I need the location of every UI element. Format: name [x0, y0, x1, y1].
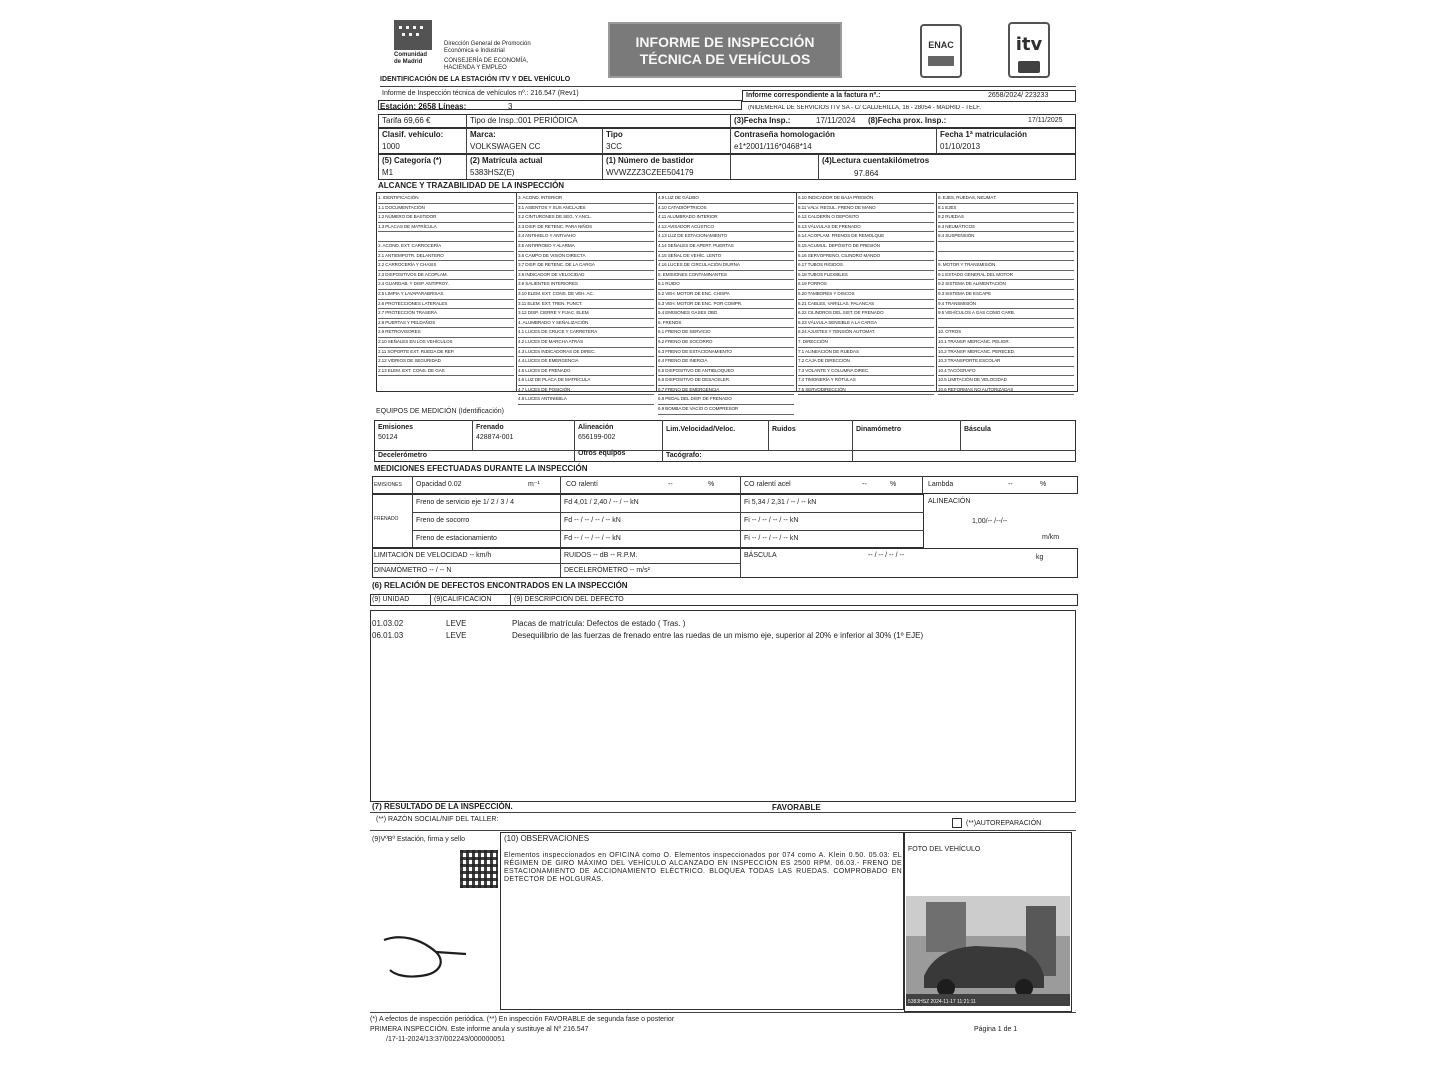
scope-item: 3.12 DISP. CIERRE Y FIJAC. ELEM.: [518, 309, 654, 319]
parking-brake-label: Freno de estacionamiento: [416, 535, 497, 542]
scope-item: 2.9 RETROVISORES: [378, 328, 514, 338]
scope-item: 4.2 LUCES DE MARCHA ATRÁS: [518, 338, 654, 348]
scope-item: 4.1 LUCES DE CRUCE Y CARRETERA: [518, 328, 654, 338]
scope-item: 6.11 VÁLV. REGUL. FRENO DE MANO: [798, 204, 934, 214]
emergency-brake-right: Fd -- / -- / -- / -- kN: [564, 517, 621, 524]
scale-value: -- / -- / -- / --: [868, 552, 905, 559]
equipment-title-suffix: (Identificación): [458, 408, 504, 415]
scope-item: 6.18 TUBOS FLEXIBLES: [798, 271, 934, 281]
plate-value: 5383HSZ(E): [470, 168, 515, 177]
scope-item: 4.10 CATADIÓPTRICOS: [658, 204, 794, 214]
scope-item: 7.3 VOLANTE Y COLUMNA DIREC.: [798, 367, 934, 377]
braking-equipment-value: 428874-001: [476, 434, 514, 441]
scope-item: 4.4 LUCES DE EMERGENCIA: [518, 357, 654, 367]
observations-title: (10) OBSERVACIONES: [504, 834, 590, 843]
scope-item: 6.23 VÁLVULA SENSIBLE A LA CARGA: [798, 319, 934, 329]
tachograph-label: Tacógrafo:: [666, 452, 702, 459]
scope-item: 6.10 INDICADOR DE BAJA PRESIÓN: [798, 194, 934, 204]
co-idle-value: --: [668, 481, 673, 488]
scope-item: 4.15 SEÑAL DE VEHÍC. LENTO: [658, 252, 794, 262]
scope-item: 6.14 ACOPLAM. FRENOS DE REMOLQUE: [798, 232, 934, 242]
madrid-logo: [394, 20, 432, 50]
scope-item: 9.2 SISTEMA DE ALIMENTACIÓN: [938, 280, 1074, 290]
defect-description: Desequilibrio de las fuerzas de frenado entre las ruedas de un mismo eje, superior al 20% e inferior al 30% (1º EJE): [512, 631, 924, 640]
qr-code: [460, 850, 498, 888]
footer-reference: /17-11-2024/13:37/002243/000000051: [386, 1036, 505, 1043]
homologation-value: e1*2001/116*0468*14: [734, 142, 812, 151]
equipment-section-title: [376, 408, 504, 416]
decelerometer-equipment-label: Decelerómetro: [378, 452, 428, 459]
scope-item: 2.11 SOPORTE EXT. RUEDA DE REP.: [378, 348, 514, 358]
inspection-date-label: (3)Fecha Insp.:: [734, 116, 791, 125]
scope-item: 2.1 ANTIEMPOTR. DELANTERO: [378, 252, 514, 262]
dyno-measure: DINAMÓMETRO -- / -- N: [374, 567, 452, 574]
scope-item: 8.4 SUSPENSIÓN: [938, 232, 1074, 242]
defect-code: 06.01.03: [372, 631, 404, 640]
page-number: Página 1 de 1: [974, 1026, 1018, 1033]
scope-item: 10.5 LIMITACIÓN DE VELOCIDAD: [938, 376, 1074, 386]
emissions-equipment-label: Emisiones: [378, 424, 414, 431]
lambda-label: Lambda: [928, 481, 954, 488]
scope-item: 2.7 PROTECCIÓN TRASERA: [378, 309, 514, 319]
scope-item: 4.11 ALUMBRADO INTERIOR: [658, 213, 794, 223]
emergency-brake-label: Freno de socorro: [416, 517, 470, 524]
scope-item: 6.8 PEDAL DEL DISP. DE FRENADO: [658, 395, 794, 405]
scope-item: 6.4 FRENO DE INERCIA: [658, 357, 794, 367]
scope-item: 6.1 FRENO DE SERVICIO: [658, 328, 794, 338]
scope-column-3: [658, 194, 794, 415]
defect-level: LEVE: [446, 619, 467, 628]
scope-item: 10.3 TRANSPORTE ESCOLAR: [938, 357, 1074, 367]
institution-name: [394, 52, 438, 66]
result-value: FAVORABLE: [772, 803, 821, 812]
scope-item: 2.10 SEÑALES EN LOS VEHÍCULOS: [378, 338, 514, 348]
scope-item: 2.5 LIMPIA Y LAVAPARABRISAS: [378, 290, 514, 300]
scope-column-5: [938, 194, 1074, 395]
service-brake-left: Fi 5,34 / 2,31 / -- / -- kN: [744, 499, 817, 506]
decelerometer-measure: DECELERÓMETRO -- m/s²: [564, 567, 650, 574]
defects-col-description: (9) DESCRIPCIÓN DEL DEFECTO: [514, 596, 624, 603]
defects-col-unit: (9) UNIDAD: [372, 596, 410, 603]
service-brake-label: Freno de servicio eje 1/ 2 / 3 / 4: [416, 499, 515, 506]
scope-item: 10.6 REFORMAS NO AUTORIZADAS: [938, 386, 1074, 396]
vehicle-class-value: 1000: [382, 142, 400, 151]
scope-item: [938, 252, 1074, 262]
scope-item: 6.20 TAMBORES Y DISCOS: [798, 290, 934, 300]
inspection-type: Tipo de Insp.:001 PERIÓDICA: [470, 116, 578, 125]
vehicle-photo: [906, 896, 1070, 1006]
speed-limit-measure: LIMITACIÓN DE VELOCIDAD -- km/h: [374, 552, 492, 559]
first-registration-label: Fecha 1ª matriculación: [940, 130, 1027, 139]
scope-item: 10.1 TRANSP. MERCANC. PELIGR.: [938, 338, 1074, 348]
vin-value: WVWZZZ3CZEE504179: [606, 168, 694, 177]
scope-item: 4.3 LUCES INDICADORAS DE DIREC.: [518, 348, 654, 358]
scope-item: 6.15 ACUMUL. DEPÓSITO DE PRESIÓN: [798, 242, 934, 252]
opacity-unit: m⁻¹: [528, 481, 540, 488]
defect-level: LEVE: [446, 631, 467, 640]
alignment-value: 1,00/-- /--/--: [972, 518, 1008, 525]
alignment-label: ALINEACIÓN: [928, 498, 971, 505]
scope-item: 8. EJES, RUEDAS, NEUMÁT.: [938, 194, 1074, 204]
inspection-date: 17/11/2024: [816, 116, 856, 125]
first-inspection-note: PRIMERA INSPECCIÓN. Este informe anula y sustituye al Nº 216.547: [370, 1026, 589, 1033]
scope-item: 9.3 SISTEMA DE ESCAPE: [938, 290, 1074, 300]
scope-item: 6.22 CILINDROS DEL SIST. DE FRENADO: [798, 309, 934, 319]
scope-item: 7.5 SERVODIRECCIÓN: [798, 386, 934, 396]
scope-item: 6.17 TUBOS RÍGIDOS: [798, 261, 934, 271]
scope-item: 3.11 ELEM. EXT. TREN. FUNCT.: [518, 300, 654, 310]
scope-item: 3.4 ANTIHIELO Y ANTIVAHO: [518, 232, 654, 242]
category-value: M1: [382, 168, 394, 177]
scope-item: 3.8 INDICADOR DE VELOCIDAD: [518, 271, 654, 281]
first-registration-value: 01/10/2013: [940, 142, 981, 151]
service-brake-right: Fd 4,01 / 2,40 / -- / -- kN: [564, 499, 639, 506]
homologation-label: Contraseña homologación: [734, 130, 835, 139]
vehicle-photo-label: FOTO DEL VEHÍCULO: [908, 846, 981, 853]
council-text: CONSEJERÍA DE ECONOMÍA, HACIENDA Y EMPLEO: [444, 58, 529, 71]
scope-item: 7. DIRECCIÓN: [798, 338, 934, 348]
scope-item: 3.6 CAMPO DE VISIÓN DIRECTA: [518, 252, 654, 262]
scope-item: 6.7 FRENO DE EMERGENCIA: [658, 386, 794, 396]
scope-item: 7.4 TIMONERÍA Y RÓTULAS: [798, 376, 934, 386]
scope-item: 5.2 VEH. MOTOR DE ENC. CHISPA: [658, 290, 794, 300]
scope-section-title: ALCANCE Y TRAZABILIDAD DE LA INSPECCIÓN: [378, 181, 565, 190]
scope-item: 6.21 CABLES, VARILLAS, PALANCAS: [798, 300, 934, 310]
scope-item: 9.1 ESTADO GENERAL DEL MOTOR: [938, 271, 1074, 281]
scope-item: 6.12 CALDERÍN O DEPÓSITO: [798, 213, 934, 223]
scope-item: 4.9 LUZ DE GÁLIBO: [658, 194, 794, 204]
scope-item: 3.9 SALIENTES INTERIORES: [518, 280, 654, 290]
invoice-value: 2658/2024/ 223233: [988, 92, 1049, 99]
scope-item: 10. OTROS: [938, 328, 1074, 338]
scope-item: 3.1 ASIENTOS Y SUS ANCLAJES: [518, 204, 654, 214]
institution-line-2: de Madrid: [394, 59, 423, 65]
speed-limiter-equipment-label: Lim.Velocidad/Veloc.: [666, 426, 736, 433]
next-inspection-date: 17/11/2025: [1028, 117, 1063, 124]
scope-item: 7.2 CAJA DE DIRECCIÓN: [798, 357, 934, 367]
co-idle-unit: %: [708, 481, 715, 488]
scope-item: 6. FRENOS: [658, 319, 794, 329]
scope-item: 6.16 SERVOFRENO, CILINDRO MANDO: [798, 252, 934, 262]
scope-item: 6.3 FRENO DE ESTACIONAMIENTO: [658, 348, 794, 358]
vin-label: (1) Número de bastidor: [606, 156, 694, 165]
station-label: Estación: 2658 Líneas:: [380, 102, 467, 111]
scope-item: 9. MOTOR Y TRANSMISIÓN: [938, 261, 1074, 271]
scope-item: 6.13 VÁLVULAS DE FRENADO: [798, 223, 934, 233]
lines-value: 3: [508, 102, 513, 111]
institution-line-1: Comunidad: [394, 52, 427, 58]
braking-equipment-label: Frenado: [476, 424, 504, 431]
scope-column-1: [378, 194, 514, 376]
lambda-value: --: [1008, 481, 1013, 488]
scope-item: [938, 242, 1074, 252]
scope-item: 3.7 DISP. DE RETENC. DE LA CARGA: [518, 261, 654, 271]
equipment-title: EQUIPOS DE MEDICIÓN: [376, 408, 457, 415]
scale-equipment-label: Báscula: [964, 426, 991, 433]
scope-item: 1.3 PLACAS DE MATRÍCULA: [378, 223, 514, 233]
next-inspection-label: (8)Fecha prox. Insp.:: [868, 116, 947, 125]
defects-col-rating: (9)CALIFICACIÓN: [434, 596, 492, 603]
other-equipment-label: Otros equipos: [578, 450, 626, 457]
result-label: (7) RESULTADO DE LA INSPECCIÓN.: [372, 802, 513, 811]
alignment-equipment-value: 656199-002: [578, 434, 616, 441]
scope-item: 3. ACOND. INTERIOR: [518, 194, 654, 204]
opacity-value: Opacidad 0.02: [416, 481, 462, 488]
defects-section-title: (6) RELACIÓN DE DEFECTOS ENCONTRADOS EN LA INSPECCIÓN: [372, 581, 628, 590]
scope-item: 3.3 DISP. DE RETENC. PARA NIÑOS: [518, 223, 654, 233]
braking-tag: FRENADO: [374, 516, 399, 522]
measurements-section-title: MEDICIONES EFECTUADAS DURANTE LA INSPECCIÓN: [374, 464, 588, 473]
scope-item: 4.7 LUCES DE POSICIÓN: [518, 386, 654, 396]
scope-item: 5.4 EMISIONES GASES OBD: [658, 309, 794, 319]
tarifa: Tarifa 69,66 €: [382, 116, 431, 125]
scope-column-4: [798, 194, 934, 395]
type-label: Tipo: [606, 130, 623, 139]
report-number-line: Informe de Inspección técnica de vehículos nº.: 216.547 (Rev1): [382, 90, 579, 97]
scope-item: 2. ACOND. EXT. CARROCERÍA: [378, 242, 514, 252]
vehicle-photo-stamp: 5383HSZ 2024-11-17 11:21:11: [908, 999, 976, 1005]
scope-item: 2.8 PUERTAS Y PELDAÑOS: [378, 319, 514, 329]
ident-section-title: IDENTIFICACIÓN DE LA ESTACIÓN ITV Y DEL VEHÍCULO: [380, 76, 571, 83]
scope-item: 2.6 PROTECCIONES LATERALES: [378, 300, 514, 310]
scope-item: 3.2 CINTURONES DE SEG. Y ANCL.: [518, 213, 654, 223]
report-title-line-1: INFORME DE INSPECCIÓN: [635, 34, 815, 50]
footer-note: (*) A efectos de inspección periódica. (**) En inspección FAVORABLE de segunda fase o posterior: [370, 1016, 675, 1023]
scope-item: 8.3 NEUMÁTICOS: [938, 223, 1074, 233]
scope-item: 9.5 VEHÍCULOS A GAS COMO CARB.: [938, 309, 1074, 319]
odometer-value: 97.864: [854, 169, 879, 178]
co-accel-label: CO ralentí acel: [744, 481, 791, 488]
scope-item: 5. EMISIONES CONTAMINANTES: [658, 271, 794, 281]
co-accel-unit: %: [890, 481, 897, 488]
noise-equipment-label: Ruidos: [772, 426, 796, 433]
dyno-equipment-label: Dinamómetro: [856, 426, 902, 433]
scope-item: 1. IDENTIFICACIÓN: [378, 194, 514, 204]
station-address: (NIDEMERAL DE SERVICIOS ITV SA - C/ CALDERILLA, 16 - 28054 - MADRID - TELF.: [748, 105, 981, 111]
odometer-label: (4)Lectura cuentakilómetros: [822, 156, 930, 165]
workshop-label: (**) RAZÓN SOCIAL/NIF DEL TALLER:: [376, 816, 499, 823]
scope-item: [938, 319, 1074, 329]
scope-item: 2.3 DISPOSITIVOS DE ACOPLAM.: [378, 271, 514, 281]
scope-item: 9.4 TRANSMISIÓN: [938, 300, 1074, 310]
scope-item: 6.5 DISPOSITIVO DE ANTIBLOQUEO: [658, 367, 794, 377]
scope-item: 2.12 VIDRIOS DE SEGURIDAD: [378, 357, 514, 367]
scope-item: 10.2 TRANSP. MERCANC. PERECED.: [938, 348, 1074, 358]
brand-label: Marca:: [470, 130, 496, 139]
scope-item: 2.13 ELEM. EXT. CONS. DE GAS: [378, 367, 514, 377]
self-repair-label: (**)AUTOREPARACIÓN: [966, 820, 1042, 827]
inspection-report-page: [368, 14, 1080, 1066]
alignment-equipment-label: Alineación: [578, 424, 614, 431]
brand-value: VOLKSWAGEN CC: [470, 142, 541, 151]
scope-column-2: [518, 194, 654, 405]
alignment-unit: m/km: [1042, 534, 1060, 541]
scope-item: 3.10 ELEM. EXT. CONS. DE VEH. AC.: [518, 290, 654, 300]
itv-logo-text: itv: [1015, 34, 1043, 55]
defect-code: 01.03.02: [372, 619, 404, 628]
observations-text: Elementos inspeccionados en OFICINA como O. Elementos inspeccionados por 074 como A. Klein 0.50. 05.03: EL RÉGIMEN DE GIRO MÁXIMO DEL VEHÍCULO ALCANZADO EN INSPECCIÓN ES 2500 RPM. 06.03.- FRENO DE ESTACIONAMIENTO DE ACCIONAMIENTO ELÉCTRICO. BLOQUEA TODAS LAS RUEDAS. COMPROBADO EN DETECTOR DE HOLGURAS.: [504, 852, 902, 883]
co-accel-value: --: [862, 481, 867, 488]
scope-item: 4.5 LUCES DE FRENADO: [518, 367, 654, 377]
category-label: (5) Categoría (*): [382, 156, 442, 165]
scope-item: 4.6 LUZ DE PLACA DE MATRÍCULA: [518, 376, 654, 386]
invoice-label: Informe correspondiente a la factura nº.:: [746, 92, 881, 99]
scope-item: [378, 232, 514, 242]
scope-item: 7.1 ALINEACIÓN DE RUEDAS: [798, 348, 934, 358]
scope-item: 6.6 DISPOSITIVO DE DESACELER.: [658, 376, 794, 386]
defect-description: Placas de matrícula: Defectos de estado ( Tras. ): [512, 619, 686, 628]
signature-mark: [380, 934, 470, 989]
scope-item: 4.13 LUZ DE ESTACIONAMIENTO: [658, 232, 794, 242]
scope-item: 8.2 RUEDAS: [938, 213, 1074, 223]
noise-measure: RUIDOS -- dB -- R.P.M.: [564, 552, 638, 559]
lambda-unit: %: [1040, 481, 1047, 488]
vehicle-class-label: Clasif. vehículo:: [382, 130, 444, 139]
scale-label: BÁSCULA: [744, 552, 777, 559]
report-title-banner: [608, 22, 842, 78]
enac-logo-text: ENAC: [928, 40, 954, 50]
parking-brake-right: Fd -- / -- / -- / -- kN: [564, 535, 621, 542]
directorate-text: Dirección General de Promoción Económica e Industrial: [444, 41, 531, 54]
co-idle-label: CO ralentí: [566, 481, 598, 488]
scope-item: 3.5 ANTIRROBO Y ALARMA: [518, 242, 654, 252]
report-title-line-2: TÉCNICA DE VEHÍCULOS: [639, 51, 811, 67]
scope-item: 4.12 AVISADOR ACÚSTICO: [658, 223, 794, 233]
scope-item: 2.4 GUARDAB. Y DISP. ANTIPROY.: [378, 280, 514, 290]
scope-item: 4.16 LUCES DE CIRCULACIÓN DIURNA: [658, 261, 794, 271]
scope-item: 2.2 CARROCERÍA Y CHASIS: [378, 261, 514, 271]
self-repair-checkbox[interactable]: [952, 818, 962, 828]
scope-item: 1.1 DOCUMENTACIÓN: [378, 204, 514, 214]
scope-item: 4.14 SEÑALES DE APERT. PUERTAS: [658, 242, 794, 252]
scope-item: 1.2 NÚMERO DE BASTIDOR: [378, 213, 514, 223]
emissions-equipment-value: 50124: [378, 434, 398, 441]
scope-item: 5.1 RUIDO: [658, 280, 794, 290]
scope-item: 8.1 EJES: [938, 204, 1074, 214]
emergency-brake-left: Fi -- / -- / -- / -- kN: [744, 517, 799, 524]
station-signature-label: (9)VºBº Estación, firma y sello: [372, 836, 466, 843]
scope-item: 6.24 AJUSTES Y TENSIÓN AUTOMAT.: [798, 328, 934, 338]
type-value: 3CC: [606, 142, 623, 151]
scope-item: 4.8 LUCES ANTINIEBLA: [518, 395, 654, 405]
scope-item: 4. ALUMBRADO Y SEÑALIZACIÓN: [518, 319, 654, 329]
plate-label: (2) Matrícula actual: [470, 156, 543, 165]
scope-item: 6.2 FRENO DE SOCORRO: [658, 338, 794, 348]
scope-item: 6.9 BOMBA DE VACÍO O COMPRESOR: [658, 405, 794, 415]
scope-item: 10.4 TACÓGRAFO: [938, 367, 1074, 377]
itv-logo: [1008, 22, 1050, 78]
emissions-tag: EMISIONES: [374, 482, 402, 488]
parking-brake-left: Fi -- / -- / -- / -- kN: [744, 535, 799, 542]
scope-item: 5.3 VEH. MOTOR DE ENC. POR COMPR.: [658, 300, 794, 310]
scale-unit: kg: [1036, 554, 1044, 561]
scope-item: 6.19 FORROS: [798, 280, 934, 290]
defect-row: [372, 618, 1072, 642]
enac-logo: [920, 24, 962, 78]
